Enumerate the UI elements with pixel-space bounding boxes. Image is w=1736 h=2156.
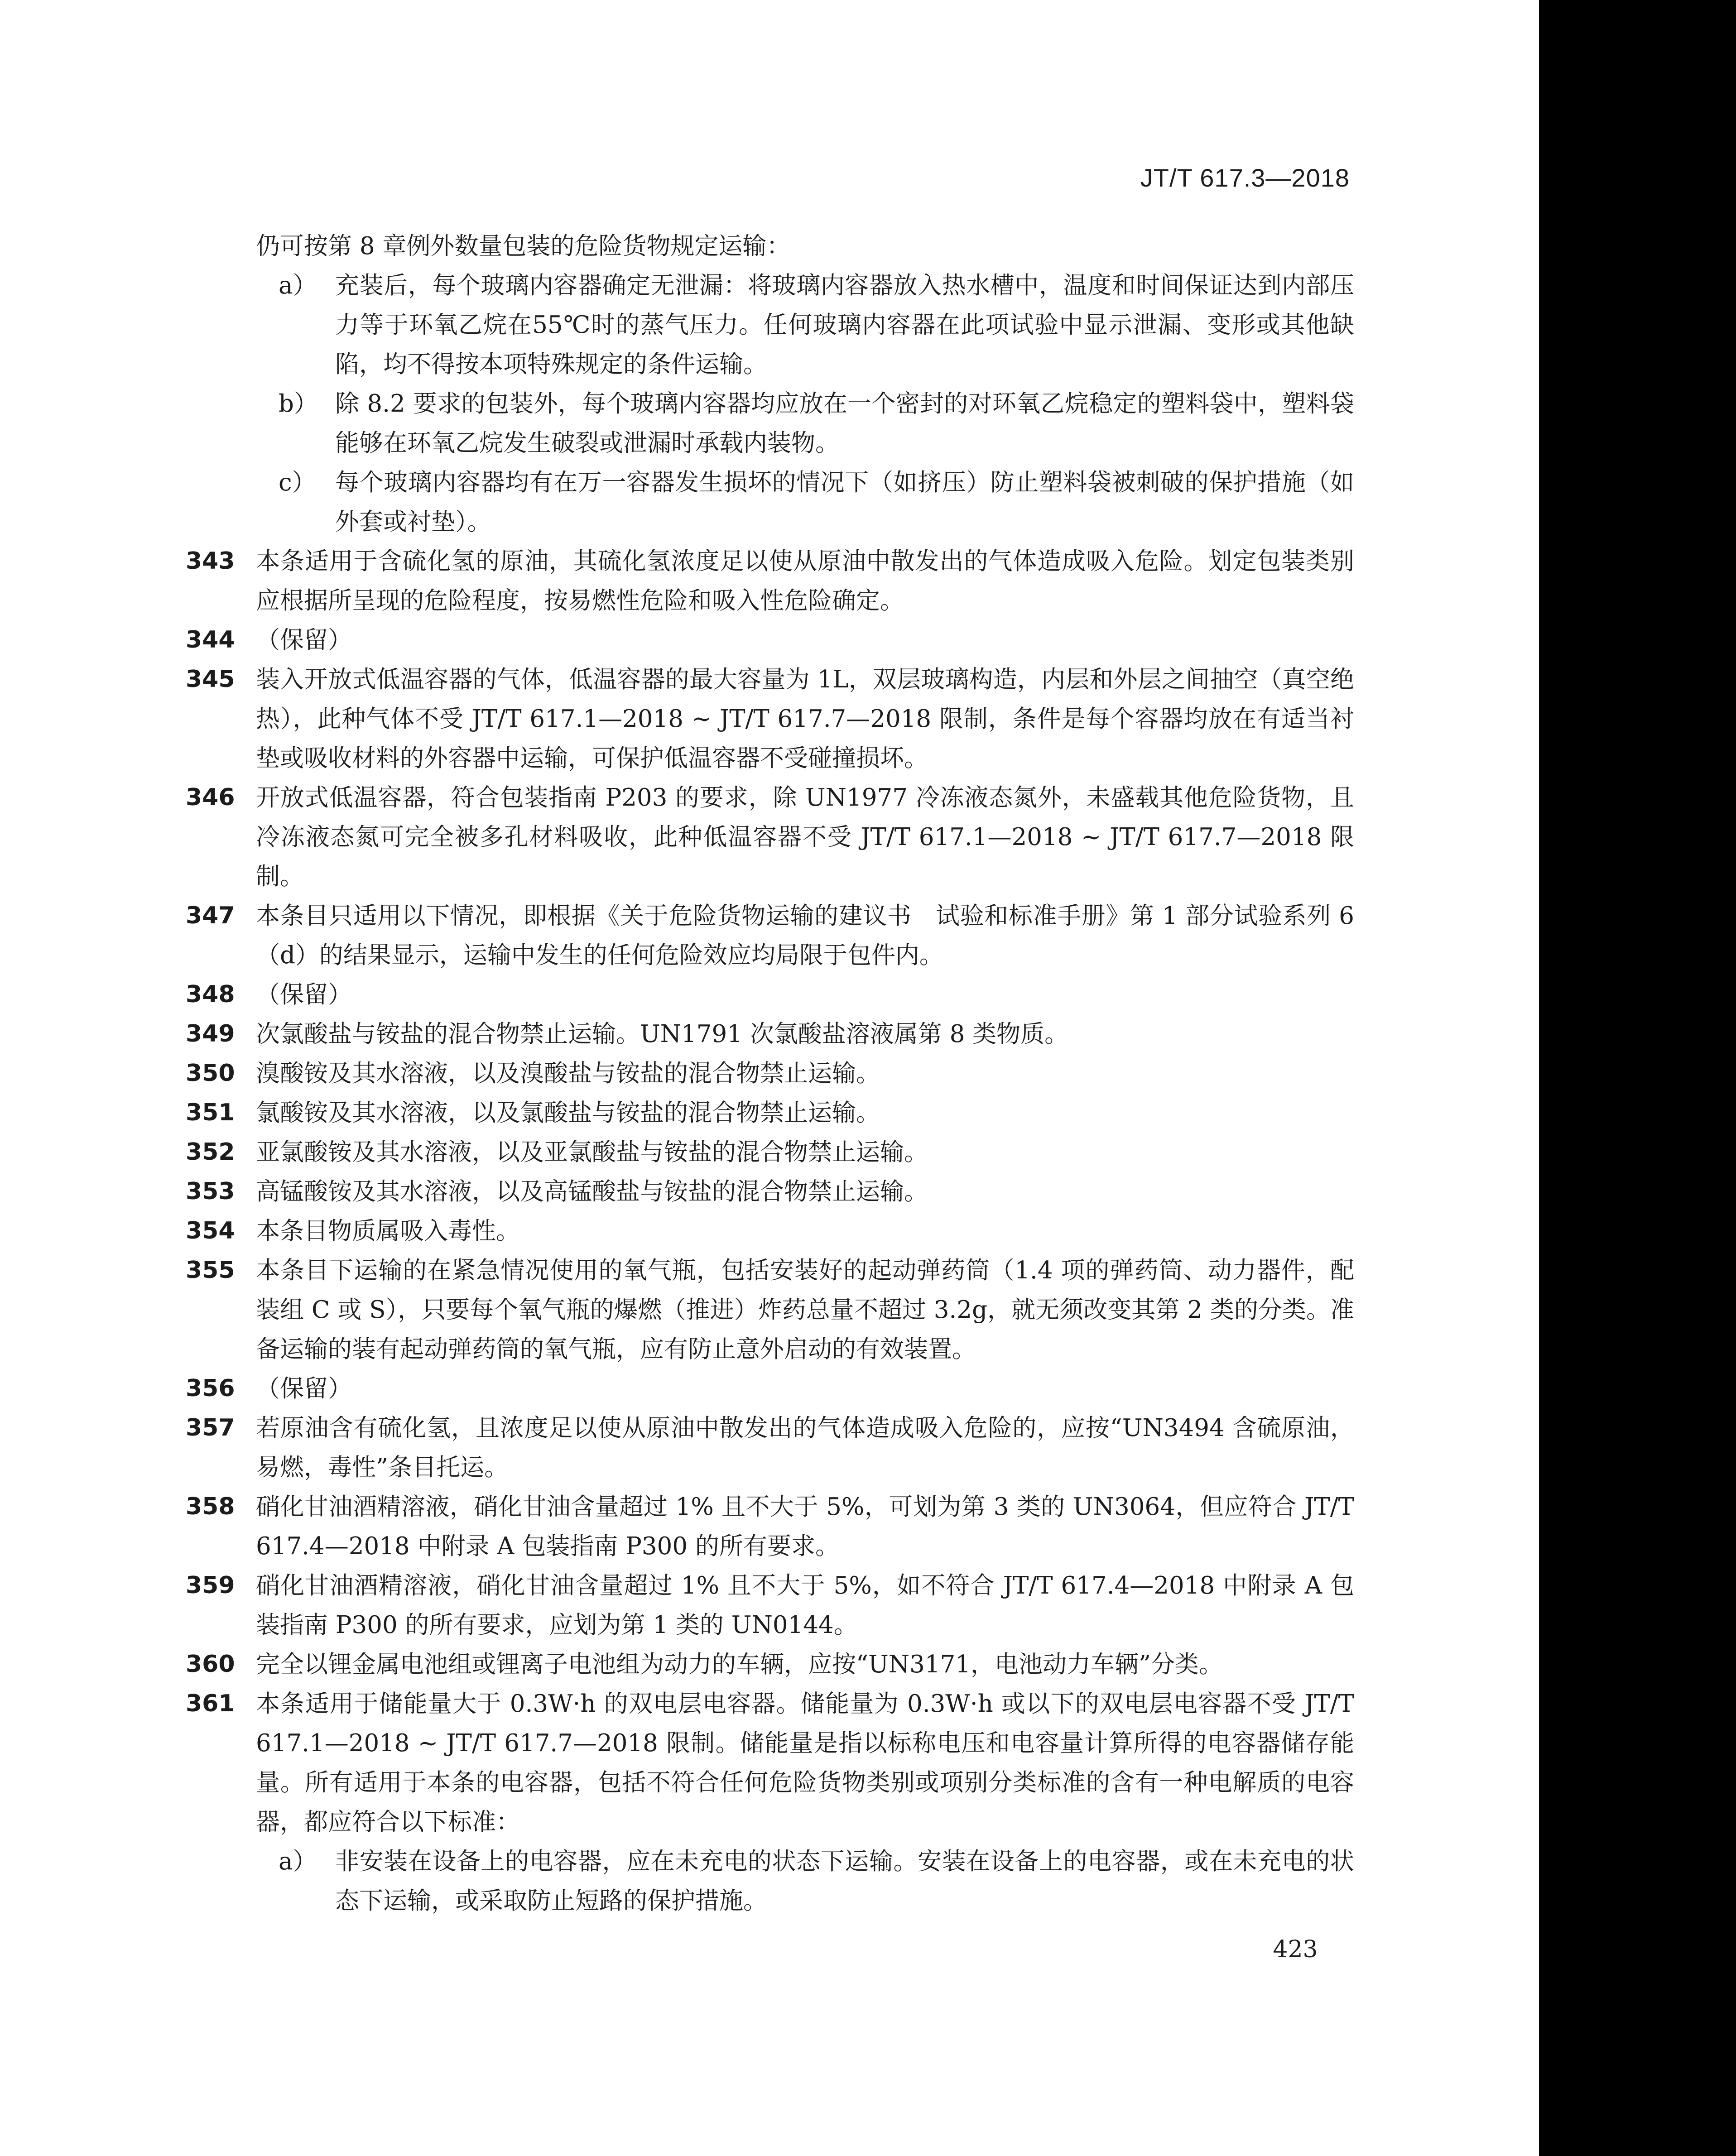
provision-text: 本条目只适用以下情况，即根据《关于危险货物运输的建议书 试验和标准手册》第 1 部分试验系列 6（d）的结果显示，运输中发生的任何危险效应均局限于包件内。 (256, 902, 1354, 969)
provision-item (186, 620, 1354, 660)
provision-number: 348 (186, 981, 235, 1008)
provision-text: 高锰酸铵及其水溶液，以及高锰酸盐与铵盐的混合物禁止运输。 (256, 1178, 928, 1205)
provision-number: 360 (186, 1651, 235, 1678)
provision-item (186, 975, 1354, 1014)
sub-item (186, 463, 1354, 542)
sub-item (186, 384, 1354, 463)
provision-item (186, 896, 1354, 975)
provision-text: 若原油含有硫化氢，且浓度足以使从原油中散发出的气体造成吸入危险的，应按“UN3494 含硫原油，易燃，毒性”条目托运。 (256, 1414, 1354, 1481)
provision-item (186, 1211, 1354, 1251)
provision-text: 本条目物质属吸入毒性。 (256, 1217, 520, 1245)
provision-text: 本条适用于含硫化氢的原油，其硫化氢浓度足以使从原油中散发出的气体造成吸入危险。划定包装类别应根据所呈现的危险程度，按易燃性危险和吸入性危险确定。 (256, 547, 1354, 615)
provision-text: 硝化甘油酒精溶液，硝化甘油含量超过 1% 且不大于 5%，如不符合 JT/T 617.4—2018 中附录 A 包装指南 P300 的所有要求，应划为第 1 类的 UN0144。 (256, 1572, 1354, 1639)
provision-number: 347 (186, 902, 235, 929)
provision-number: 345 (186, 666, 235, 693)
sub-item-label: a） (279, 1848, 317, 1875)
provision-text: 溴酸铵及其水溶液，以及溴酸盐与铵盐的混合物禁止运输。 (256, 1060, 880, 1087)
provision-item (186, 1408, 1354, 1487)
provision-number: 357 (186, 1414, 235, 1441)
provision-number: 361 (186, 1690, 235, 1717)
provision-number: 359 (186, 1572, 235, 1599)
provision-item (186, 1251, 1354, 1369)
sub-item-text: 非安装在设备上的电容器，应在未充电的状态下运输。安装在设备上的电容器，或在未充电的状态下运输，或采取防止短路的保护措施。 (335, 1848, 1354, 1915)
provision-item (186, 542, 1354, 620)
provision-text: 次氯酸盐与铵盐的混合物禁止运输。UN1791 次氯酸盐溶液属第 8 类物质。 (256, 1020, 1069, 1048)
provision-item (186, 1172, 1354, 1211)
scan-edge-bar (1539, 0, 1736, 2156)
page-number: 423 (1273, 1936, 1318, 1963)
provision-number: 343 (186, 547, 235, 575)
provision-number: 354 (186, 1217, 235, 1244)
sub-items-a (186, 266, 1354, 542)
provision-number: 356 (186, 1375, 235, 1402)
provision-item (186, 1093, 1354, 1133)
sub-item-text: 除 8.2 要求的包装外，每个玻璃内容器均应放在一个密封的对环氧乙烷稳定的塑料袋中，塑料袋能够在环氧乙烷发生破裂或泄漏时承载内装物。 (335, 390, 1354, 457)
provision-text: 亚氯酸铵及其水溶液，以及亚氯酸盐与铵盐的混合物禁止运输。 (256, 1138, 928, 1166)
provision-number: 358 (186, 1493, 235, 1520)
sub-item-label: b） (279, 390, 318, 418)
provision-text: 装入开放式低温容器的气体，低温容器的最大容量为 1L，双层玻璃构造，内层和外层之间抽空（真空绝热），此种气体不受 JT/T 617.1—2018 ~ JT/T 617.7—2018 限制，条件是每个容器均放在有适当衬垫或吸收材料的外容器中运输，可保护低温容器不受碰撞损坏。 (256, 666, 1354, 772)
sub-item-label: a） (279, 272, 317, 299)
sub-item-text: 每个玻璃内容器均有在万一容器发生损坏的情况下（如挤压）防止塑料袋被刺破的保护措施（如外套或衬垫）。 (335, 469, 1354, 536)
provision-text: 本条适用于储能量大于 0.3W·h 的双电层电容器。储能量为 0.3W·h 或以下的双电层电容器不受 JT/T 617.1—2018 ~ JT/T 617.7—2018 限制。储能量是指以标称电压和电容量计算所得的电容器储存能量。所有适用于本条的电容器，包括不符合任何危险货物类别或项别分类标准的含有一种电解质的电容器，都应符合以下标准： (256, 1690, 1354, 1836)
provision-text: 氯酸铵及其水溶液，以及氯酸盐与铵盐的混合物禁止运输。 (256, 1099, 880, 1127)
provision-number: 344 (186, 626, 235, 653)
sub-item (186, 1842, 1354, 1921)
provision-number: 355 (186, 1257, 235, 1284)
provision-number: 349 (186, 1020, 235, 1047)
standard-code-header: JT/T 617.3—2018 (1140, 163, 1350, 192)
provision-item (186, 1054, 1354, 1093)
provision-number: 346 (186, 784, 235, 811)
provision-number: 350 (186, 1060, 235, 1087)
sub-item-label: c） (279, 469, 316, 496)
provision-item (186, 1566, 1354, 1645)
provision-text: 本条目下运输的在紧急情况使用的氧气瓶，包括安装好的起动弹药筒（1.4 项的弹药筒、动力器件，配装组 C 或 S），只要每个氧气瓶的爆燃（推进）炸药总量不超过 3.2g，就无须改变其第 2 类的分类。准备运输的装有起动弹药筒的氧气瓶，应有防止意外启动的有效装置。 (256, 1257, 1354, 1363)
provision-item (186, 1133, 1354, 1172)
provision-item (186, 1369, 1354, 1408)
provision-text: （保留） (256, 1375, 352, 1402)
provision-number: 353 (186, 1178, 235, 1205)
provision-number: 352 (186, 1138, 235, 1166)
provision-text: 开放式低温容器，符合包装指南 P203 的要求，除 UN1977 冷冻液态氮外，未盛载其他危险货物，且冷冻液态氮可完全被多孔材料吸收，此种低温容器不受 JT/T 617.1—2018 ~ JT/T 617.7—2018 限制。 (256, 784, 1354, 890)
sub-item-text: 充装后，每个玻璃内容器确定无泄漏：将玻璃内容器放入热水槽中，温度和时间保证达到内部压力等于环氧乙烷在55℃时的蒸气压力。任何玻璃内容器在此项试验中显示泄漏、变形或其他缺陷，均不得按本项特殊规定的条件运输。 (335, 272, 1354, 378)
provision-item (186, 1487, 1354, 1566)
provision-item (186, 660, 1354, 778)
intro-line: 仍可按第 8 章例外数量包装的危险货物规定运输： (256, 232, 791, 260)
sub-item (186, 266, 1354, 384)
provision-text: 完全以锂金属电池组或锂离子电池组为动力的车辆，应按“UN3171，电池动力车辆”分类。 (256, 1651, 1223, 1678)
provision-text: 硝化甘油酒精溶液，硝化甘油含量超过 1% 且不大于 5%，可划为第 3 类的 UN3064，但应符合 JT/T 617.4—2018 中附录 A 包装指南 P300 的所有要求。 (256, 1493, 1354, 1560)
provision-item (186, 778, 1354, 896)
provision-item (186, 1645, 1354, 1684)
provision-item (186, 1014, 1354, 1054)
sub-items-361 (186, 1842, 1354, 1921)
provision-number: 351 (186, 1099, 235, 1126)
provision-list (186, 542, 1354, 1842)
provision-text: （保留） (256, 981, 352, 1008)
provision-text: （保留） (256, 626, 352, 654)
provision-item (186, 1684, 1354, 1842)
document-body (186, 226, 1354, 1921)
